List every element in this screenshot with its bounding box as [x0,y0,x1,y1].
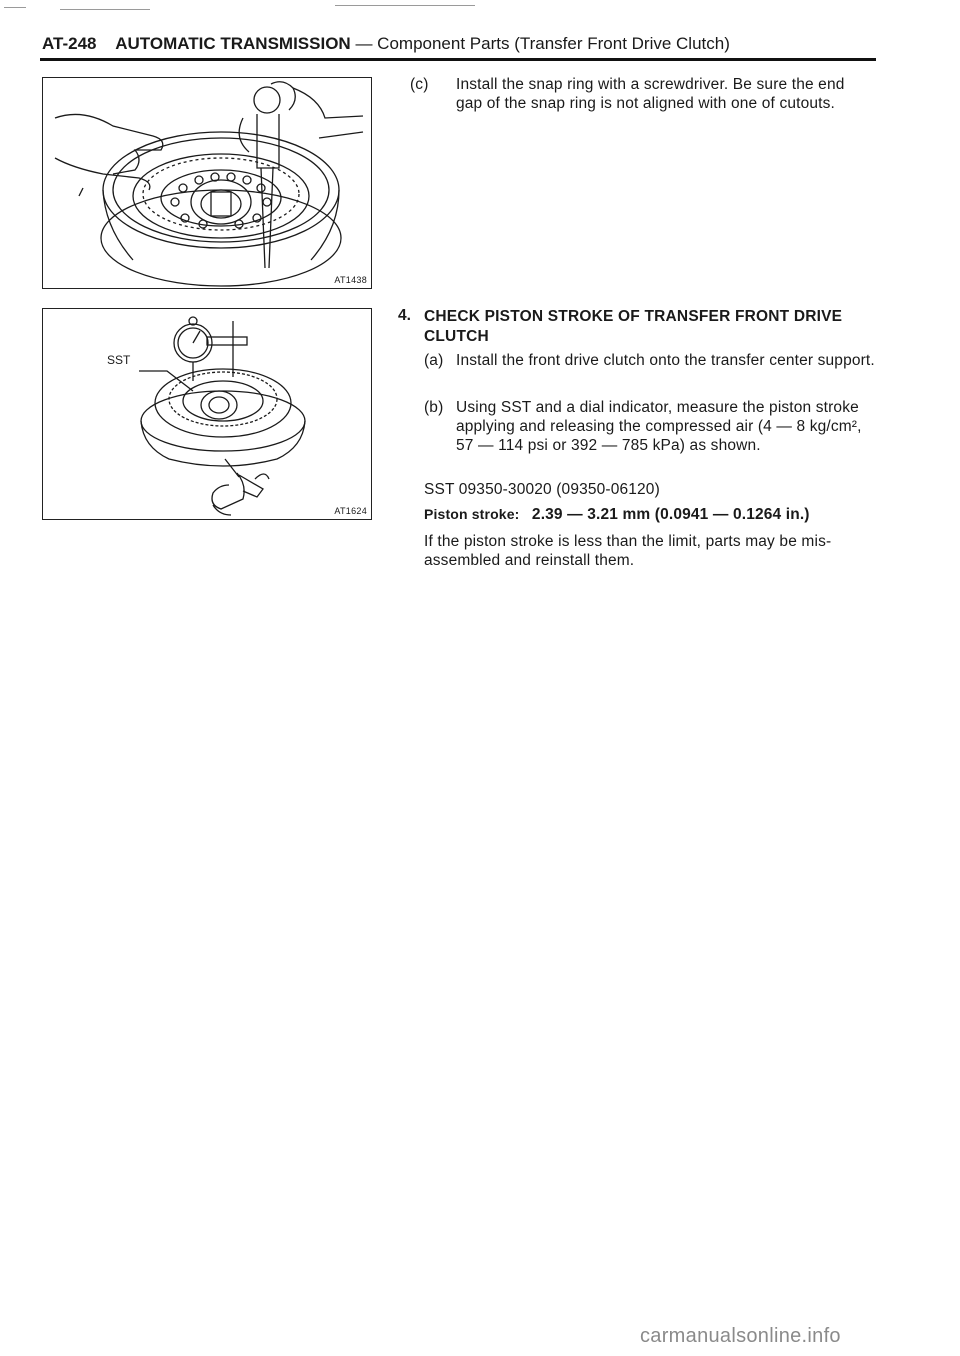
page-header [42,34,730,54]
scan-artifact [60,9,150,10]
sst-number: SST 09350-30020 (09350-06120) [424,481,660,498]
step-4b [424,398,884,478]
dial-indicator-illustration [43,309,373,521]
header-rule [40,58,876,61]
stroke-label: Piston stroke: [424,506,520,522]
figure-piston-stroke [42,308,372,520]
step-4a [424,351,884,391]
step-number: 4. [398,307,411,324]
step-4a-text: Install the front drive clutch onto the transfer center support. [456,352,875,369]
watermark: carmanualsonline.info [640,1325,841,1347]
step-c-text: Install the snap ring with a screwdriver. Be sure the end gap of the snap ring is not aligned with one of cutouts. [456,76,845,112]
step-c-label: (c) [410,76,429,93]
snap-ring-illustration [43,78,373,290]
section-title: AUTOMATIC TRANSMISSION [115,34,351,53]
step-4a-label: (a) [424,352,444,369]
page-code: AT-248 [42,34,97,53]
piston-stroke-spec [424,506,810,524]
scan-artifact [335,5,475,6]
sst-label: SST [107,353,131,367]
step-c [410,75,870,135]
step-4b-label: (b) [424,399,444,416]
figure-snap-ring [42,77,372,289]
scan-artifact [4,7,26,8]
step-4b-text: Using SST and a dial indicator, measure the piston stroke applying and releasing the compressed air (4 — 8 kg/cm², 57 — 114 psi or 392 — 785 kPa) as shown. [456,399,862,454]
figure-code: AT1624 [334,506,367,516]
section-subtitle: — Component Parts (Transfer Front Drive Clutch) [355,34,730,53]
stroke-value: 2.39 — 3.21 mm (0.0941 — 0.1264 in.) [531,506,810,523]
step-4-note: If the piston stroke is less than the limit, parts may be mis-assembled and reinstall them. [424,533,832,569]
figure-code: AT1438 [334,275,367,285]
step-title: CHECK PISTON STROKE OF TRANSFER FRONT DRIVE CLUTCH [424,308,843,345]
